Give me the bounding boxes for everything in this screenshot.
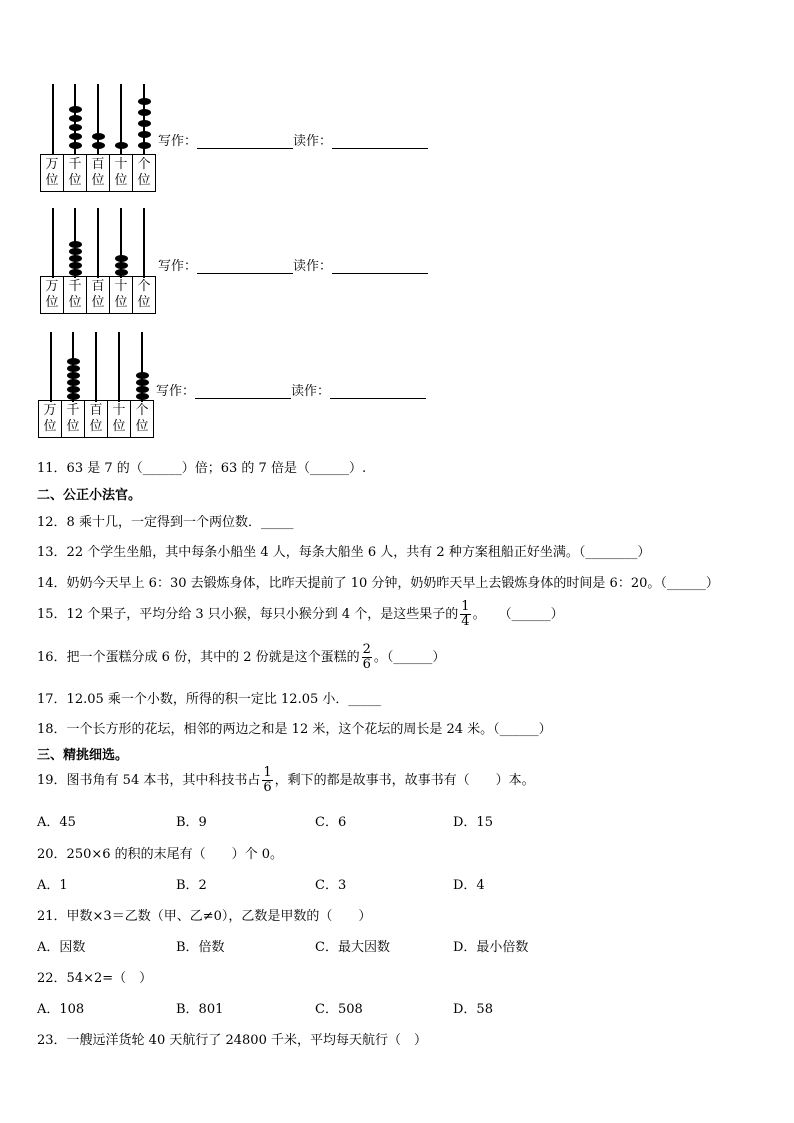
fraction-one-sixth bbox=[262, 766, 272, 795]
abacus-3 bbox=[38, 332, 156, 438]
place-shi: 十 位 bbox=[108, 401, 131, 437]
bead bbox=[67, 386, 80, 393]
write-blank[interactable] bbox=[197, 134, 293, 149]
bead bbox=[136, 379, 149, 386]
question-19 bbox=[37, 766, 535, 795]
write-read-row-2 bbox=[158, 255, 428, 274]
bead bbox=[92, 133, 105, 140]
frac-num: 2 bbox=[362, 642, 371, 657]
bead bbox=[69, 248, 82, 255]
bead bbox=[115, 262, 128, 269]
bead bbox=[138, 131, 151, 138]
place-bai: 百 位 bbox=[87, 277, 110, 313]
place-labels bbox=[38, 400, 154, 438]
fraction-one-quarter bbox=[460, 600, 470, 629]
bead bbox=[67, 393, 80, 400]
place-wan: 万 位 bbox=[39, 401, 62, 437]
bead bbox=[69, 115, 82, 122]
frac-den: 6 bbox=[362, 657, 371, 672]
question-16-tail: 。（______） bbox=[373, 650, 446, 665]
place-bai: 百 位 bbox=[85, 401, 108, 437]
read-blank[interactable] bbox=[330, 384, 426, 399]
question-16-text: 16．把一个蛋糕分成 6 份，其中的 2 份就是这个蛋糕的 bbox=[37, 650, 360, 665]
frac-num: 1 bbox=[263, 765, 272, 780]
place-bai: 百 位 bbox=[87, 155, 110, 191]
place-shi: 十 位 bbox=[110, 155, 133, 191]
bead bbox=[92, 142, 105, 149]
place-labels bbox=[40, 276, 156, 314]
section-2-title: 二、公正小法官。 bbox=[37, 488, 142, 503]
bead bbox=[69, 269, 82, 276]
write-label: 写作： bbox=[156, 384, 196, 399]
frac-den: 6 bbox=[263, 780, 272, 795]
read-label: 读作： bbox=[291, 384, 331, 399]
frac-num: 1 bbox=[461, 599, 470, 614]
write-label: 写作： bbox=[158, 134, 198, 149]
bead bbox=[136, 393, 149, 400]
q21-option-d[interactable]: D．最小倍数 bbox=[453, 940, 529, 955]
write-label: 写作： bbox=[158, 259, 198, 274]
rod-wan bbox=[50, 332, 52, 402]
read-blank[interactable] bbox=[332, 259, 428, 274]
abacus-rods bbox=[40, 84, 158, 154]
place-qian: 千 位 bbox=[62, 401, 85, 437]
rod-bai bbox=[97, 208, 99, 278]
q19-option-b[interactable]: B．9 bbox=[176, 815, 207, 830]
question-19-tail: ，剩下的都是故事书，故事书有（ ）本。 bbox=[274, 773, 535, 788]
frac-den: 4 bbox=[461, 614, 470, 629]
q21-option-b[interactable]: B．倍数 bbox=[176, 940, 225, 955]
q21-option-a[interactable]: A．因数 bbox=[37, 940, 86, 955]
q20-option-c[interactable]: C．3 bbox=[315, 878, 347, 893]
abacus-rods bbox=[38, 332, 156, 402]
bead bbox=[69, 255, 82, 262]
question-15-tail: 。 （______） bbox=[472, 607, 564, 622]
read-blank[interactable] bbox=[332, 134, 428, 149]
place-ge: 个 位 bbox=[137, 279, 151, 310]
bead bbox=[69, 106, 82, 113]
rod-shi bbox=[118, 332, 120, 402]
question-21: 21．甲数×3＝乙数（甲、乙≠0），乙数是甲数的（ ） bbox=[37, 909, 372, 924]
bead bbox=[138, 142, 151, 149]
place-shi: 十 位 bbox=[110, 277, 133, 313]
place-qian: 千 位 bbox=[64, 155, 87, 191]
write-blank[interactable] bbox=[195, 384, 291, 399]
bead bbox=[67, 358, 80, 365]
place-wan: 万 位 bbox=[41, 277, 64, 313]
q22-option-c[interactable]: C．508 bbox=[315, 1002, 363, 1017]
bead bbox=[69, 133, 82, 140]
bead bbox=[138, 98, 151, 105]
q19-option-c[interactable]: C．6 bbox=[315, 815, 347, 830]
place-ge: 个 位 bbox=[137, 157, 151, 188]
rod-wan bbox=[52, 208, 54, 278]
q22-option-d[interactable]: D．58 bbox=[453, 1002, 493, 1017]
place-labels bbox=[40, 154, 156, 192]
read-label: 读作： bbox=[293, 259, 333, 274]
rod-bai bbox=[95, 332, 97, 402]
question-20: 20．250×6 的积的末尾有（ ）个 0。 bbox=[37, 847, 284, 862]
question-15-text: 15．12 个果子，平均分给 3 只小猴，每只小猴分到 4 个，是这些果子的 bbox=[37, 607, 459, 622]
abacus-rods bbox=[40, 208, 158, 278]
bead bbox=[67, 365, 80, 372]
bead bbox=[138, 120, 151, 127]
q20-option-b[interactable]: B．2 bbox=[176, 878, 207, 893]
q22-option-b[interactable]: B．801 bbox=[176, 1002, 224, 1017]
q19-option-a[interactable]: A．45 bbox=[37, 815, 76, 830]
question-13: 13．22 个学生坐船，其中每条小船坐 4 人，每条大船坐 6 人，共有 2 种方案租船正好坐满。（________） bbox=[37, 545, 651, 560]
rod-ge bbox=[143, 208, 145, 278]
question-12: 12．8 乘十几，一定得到一个两位数．_____ bbox=[37, 515, 294, 530]
abacus-2 bbox=[40, 208, 158, 314]
read-label: 读作： bbox=[293, 134, 333, 149]
q19-option-d[interactable]: D．15 bbox=[453, 815, 493, 830]
question-23: 23．一艘远洋货轮 40 天航行了 24800 千米，平均每天航行（ ） bbox=[37, 1033, 427, 1048]
bead bbox=[138, 109, 151, 116]
bead bbox=[115, 269, 128, 276]
section-3-title: 三、精挑细选。 bbox=[37, 748, 129, 763]
write-blank[interactable] bbox=[197, 259, 293, 274]
rod-wan bbox=[52, 84, 54, 154]
place-ge: 个 位 bbox=[135, 403, 149, 434]
bead bbox=[69, 262, 82, 269]
abacus-1 bbox=[40, 84, 158, 192]
write-read-row-3 bbox=[156, 380, 426, 399]
question-22: 22．54×2=（ ） bbox=[37, 971, 153, 986]
question-19-text: 19．图书角有 54 本书，其中科技书占 bbox=[37, 773, 261, 788]
bead bbox=[115, 142, 128, 149]
bead bbox=[69, 142, 82, 149]
write-read-row-1 bbox=[158, 130, 428, 149]
question-17: 17．12.05 乘一个小数，所得的积一定比 12.05 小．_____ bbox=[37, 692, 381, 707]
bead bbox=[69, 241, 82, 248]
question-18: 18．一个长方形的花坛，相邻的两边之和是 12 米，这个花坛的周长是 24 米。（______） bbox=[37, 722, 552, 737]
question-15 bbox=[37, 600, 564, 629]
bead bbox=[136, 372, 149, 379]
q21-option-c[interactable]: C．最大因数 bbox=[315, 940, 390, 955]
question-14: 14．奶奶今天早上 6：30 去锻炼身体，比昨天提前了 10 分钟，奶奶昨天早上去锻炼身体的时间是 6：20。（______） bbox=[37, 576, 719, 591]
question-11: 11．63 是 7 的（______）倍；63 的 7 倍是（______）. bbox=[37, 461, 367, 476]
bead bbox=[67, 379, 80, 386]
place-wan: 万 位 bbox=[41, 155, 64, 191]
q22-option-a[interactable]: A．108 bbox=[37, 1002, 85, 1017]
bead bbox=[115, 255, 128, 262]
fraction-two-sixths bbox=[362, 643, 372, 672]
bead bbox=[67, 372, 80, 379]
bead bbox=[136, 386, 149, 393]
question-16 bbox=[37, 643, 445, 672]
q20-option-d[interactable]: D．4 bbox=[453, 878, 485, 893]
place-qian: 千 位 bbox=[64, 277, 87, 313]
q20-option-a[interactable]: A．1 bbox=[37, 878, 68, 893]
bead bbox=[69, 124, 82, 131]
